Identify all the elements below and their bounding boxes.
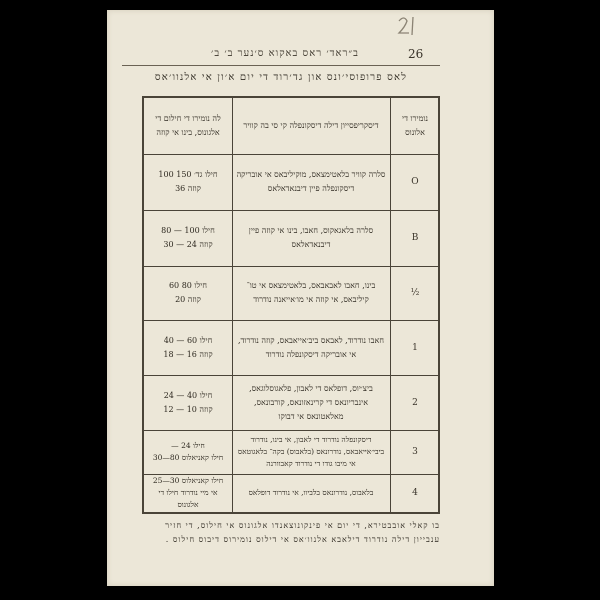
section-heading: לאס פרופוסי׳ונס און גד׳רוד די יום א׳ון אי אלנוו׳אס (154, 72, 408, 83)
row-description: דיסקונפלה נודרוד די לאבון, אי בינו, נודרוד ביבי׳אייאבאס, נודרונאס (בלאבוס) בקה־ בלאגוטאס אי מיבו גודו די נודרוד קאבוורנה (237, 435, 385, 468)
row-ages: חילו 40 — 24 קוזה 10 — 12 (163, 390, 213, 414)
row-description: בלאבוס, נודרונאס בלביוו, אי נודרוד דופלאס (248, 488, 374, 497)
header-mark: נומירו די אלונוס (402, 114, 428, 137)
row-mark: 1 (412, 342, 418, 353)
row-ages: חילו 60 — 40 קוזה 16 — 18 (163, 335, 213, 359)
footnote-line-1: בו קאלי אובבטירא, די יום אי פינקונוצאנדו אלגונוס אי חילוס, די חזיר (165, 521, 440, 530)
row-mark: 4 (412, 488, 418, 498)
header-ages: לה נומירו די חילום די אלגונוס, בינו אי קוזה (155, 114, 221, 137)
row-ages: חילו 100 — 80 קוזה 24 — 30 (161, 226, 215, 249)
row-description: סלרה קוויר בלאטימצאס, מוקיליבאס אי אובריקה דיסקונפלה פיין דיבנאדאלאס (236, 170, 386, 193)
page-number: 26 (408, 47, 424, 61)
running-head: ב״ראד׳ ראס באקוא ס׳נער ב׳ ב׳ (211, 48, 359, 59)
row-ages: חילו 24 — חילו קאניאלוס 80—30 (152, 441, 224, 462)
row-mark: ½ (410, 288, 420, 298)
row-description: ביצ׳יוס, דופלאס די לאבון, פלאגוסלוגאס, אינבריונאס די קרינאזונאס, קורבונאס, מאלאטונאס אי דבוקו (249, 383, 373, 421)
row-ages: חילו 80 60 קוזה 20 (168, 281, 208, 304)
row-mark: O (411, 177, 419, 187)
row-mark: B (411, 233, 419, 243)
ration-table (142, 96, 440, 514)
row-description: בינו, חאבו לאבאבאס, בלאטימצאס אי טו־ קיליבאס, אי קוזה אי מו׳אייאנה נודרוד (246, 281, 376, 304)
row-mark: 3 (412, 447, 418, 457)
row-description: חאבו נודרוד, לאבאס ביב׳אייאבאס, קוזה נודרוד, אי אובריקה דיסקונפלה נודרוד (238, 335, 384, 359)
footnote-line-2: ענבייון דילה נודרוד דילאבא אלנוו׳אס אי דילוס נומירוס דיבוס חילוס . (165, 535, 440, 544)
header-description: דיסקריפסייון דילה דיסקונפלה קי סי בה קוויר (243, 121, 379, 130)
row-mark: 2 (412, 397, 418, 408)
row-ages: חילו גד׳ 150 100 קוזה 36 (158, 170, 218, 193)
row-description: סלרה בלאגאקוס, חאבו, בינו אי קוזה פיין דיבנאדאלאס (248, 226, 374, 249)
pencil-folio-mark (395, 13, 421, 39)
row-ages: חילו קאניאלוס 30—25 אי מיי נודרוד חילו די אלגונוס (152, 476, 224, 509)
header-rule (122, 65, 440, 66)
